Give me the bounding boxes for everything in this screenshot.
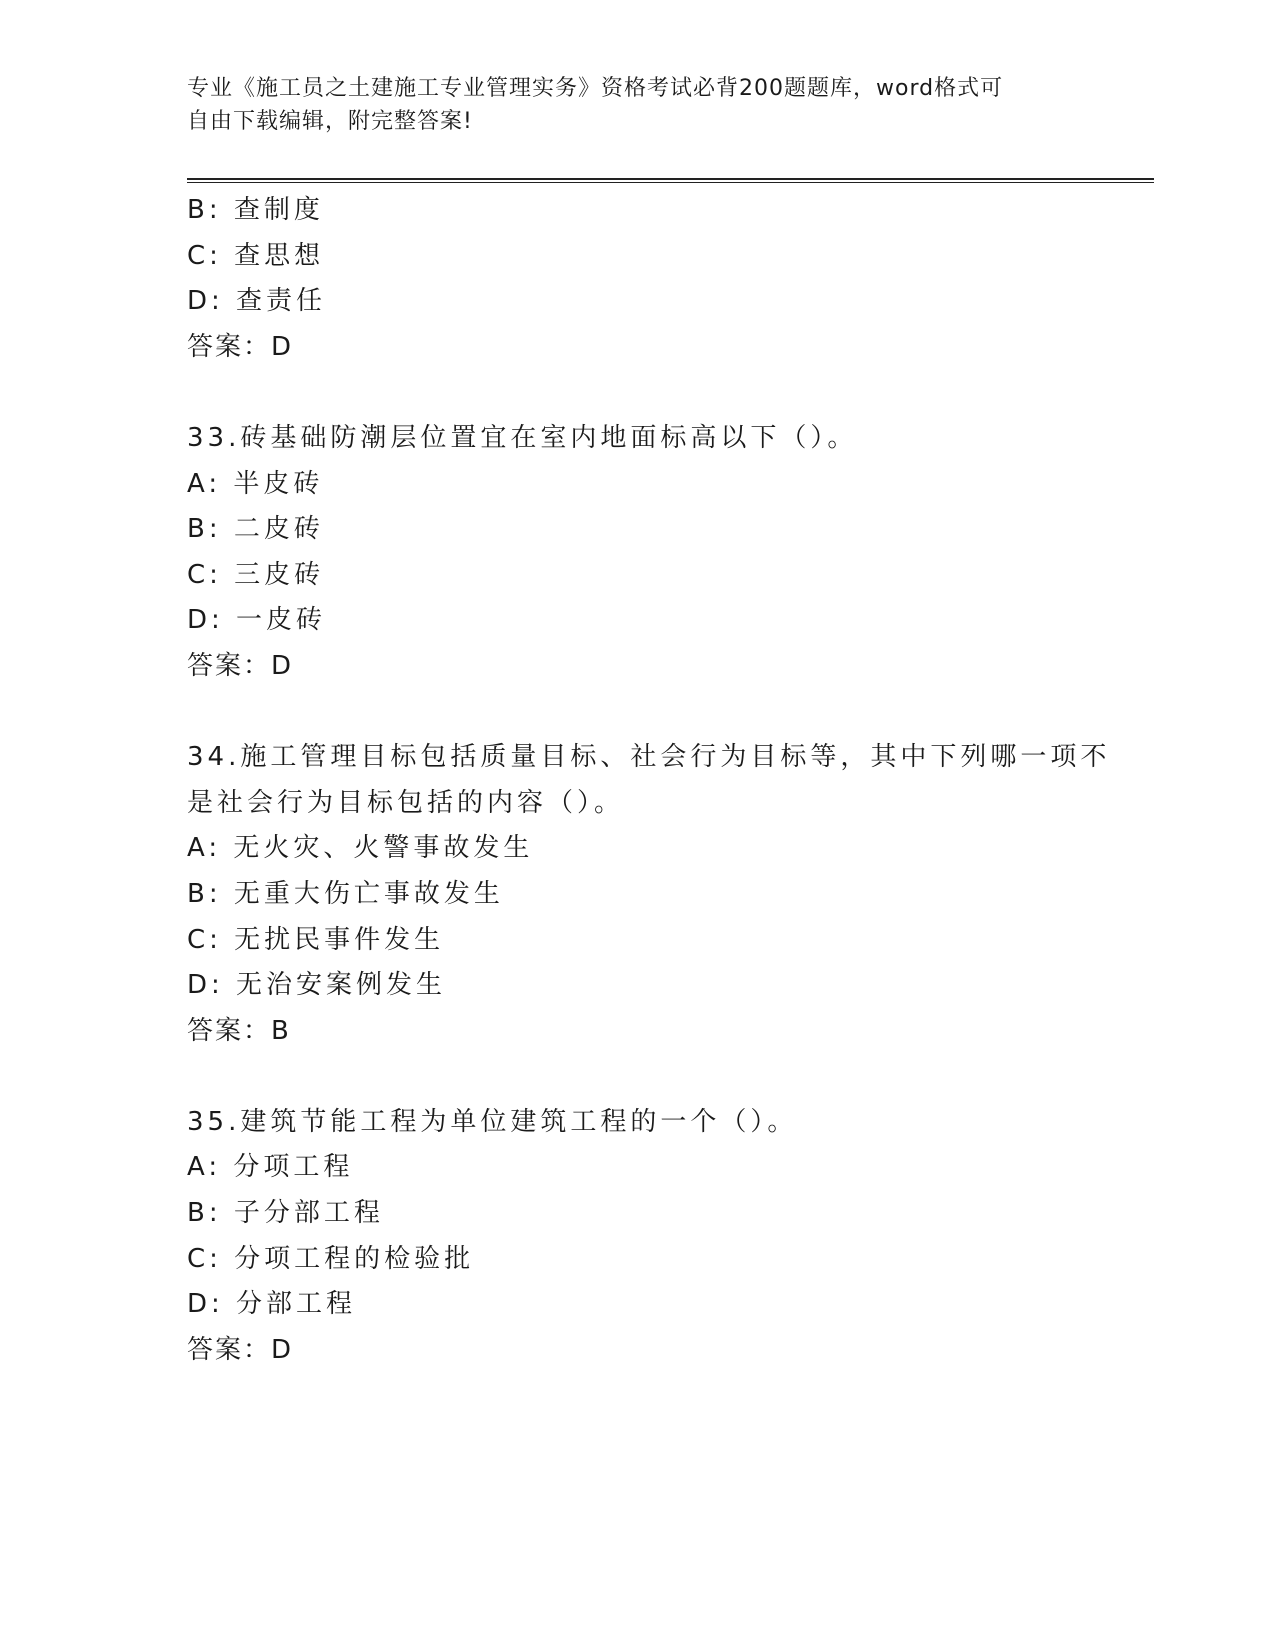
option-c: C: 无扰民事件发生 [187, 924, 445, 955]
option-d: D: 无治安案例发生 [187, 970, 447, 1001]
question-33 [187, 416, 1087, 690]
carryover-block [187, 188, 1087, 370]
answer-line: 答案：D [187, 650, 294, 681]
answer-line: 答案：B [187, 1015, 291, 1046]
question-stem: 35.建筑节能工程为单位建筑工程的一个（）。 [187, 1106, 798, 1137]
document-header [187, 72, 1087, 138]
answer-line: 答案：D [187, 1334, 294, 1365]
option-d: D: 分部工程 [187, 1289, 357, 1320]
question-stem: 34.施工管理目标包括质量目标、社会行为目标等，其中下列哪一项不 [187, 742, 1111, 773]
question-list [187, 188, 1111, 1373]
option-b: B: 二皮砖 [187, 514, 324, 545]
question-stem-continued: 是社会行为目标包括的内容（）。 [187, 787, 625, 818]
answer-line: 答案：D [187, 331, 294, 362]
option-a: A: 分项工程 [187, 1152, 354, 1183]
header-divider-thin [187, 182, 1154, 183]
header-line-1: 专业《施工员之土建施工专业管理实务》资格考试必背200题题库，word格式可 [187, 76, 1004, 101]
question-34 [187, 735, 1111, 1054]
option-c: C: 分项工程的检验批 [187, 1243, 475, 1274]
header-divider-thick [187, 178, 1154, 180]
option-b: B: 子分部工程 [187, 1198, 384, 1229]
question-35 [187, 1100, 1087, 1374]
option-b: B: 无重大伤亡事故发生 [187, 878, 504, 909]
option-a: A: 半皮砖 [187, 468, 324, 499]
header-line-2: 自由下载编辑，附完整答案! [187, 109, 473, 134]
question-stem: 33.砖基础防潮层位置宜在室内地面标高以下（）。 [187, 422, 858, 453]
option-d: D: 查责任 [187, 286, 327, 317]
option-a: A: 无火灾、火警事故发生 [187, 833, 534, 864]
option-c: C: 三皮砖 [187, 559, 325, 590]
option-b: B: 查制度 [187, 195, 324, 225]
option-d: D: 一皮砖 [187, 605, 327, 636]
option-c: C: 查思想 [187, 240, 325, 271]
